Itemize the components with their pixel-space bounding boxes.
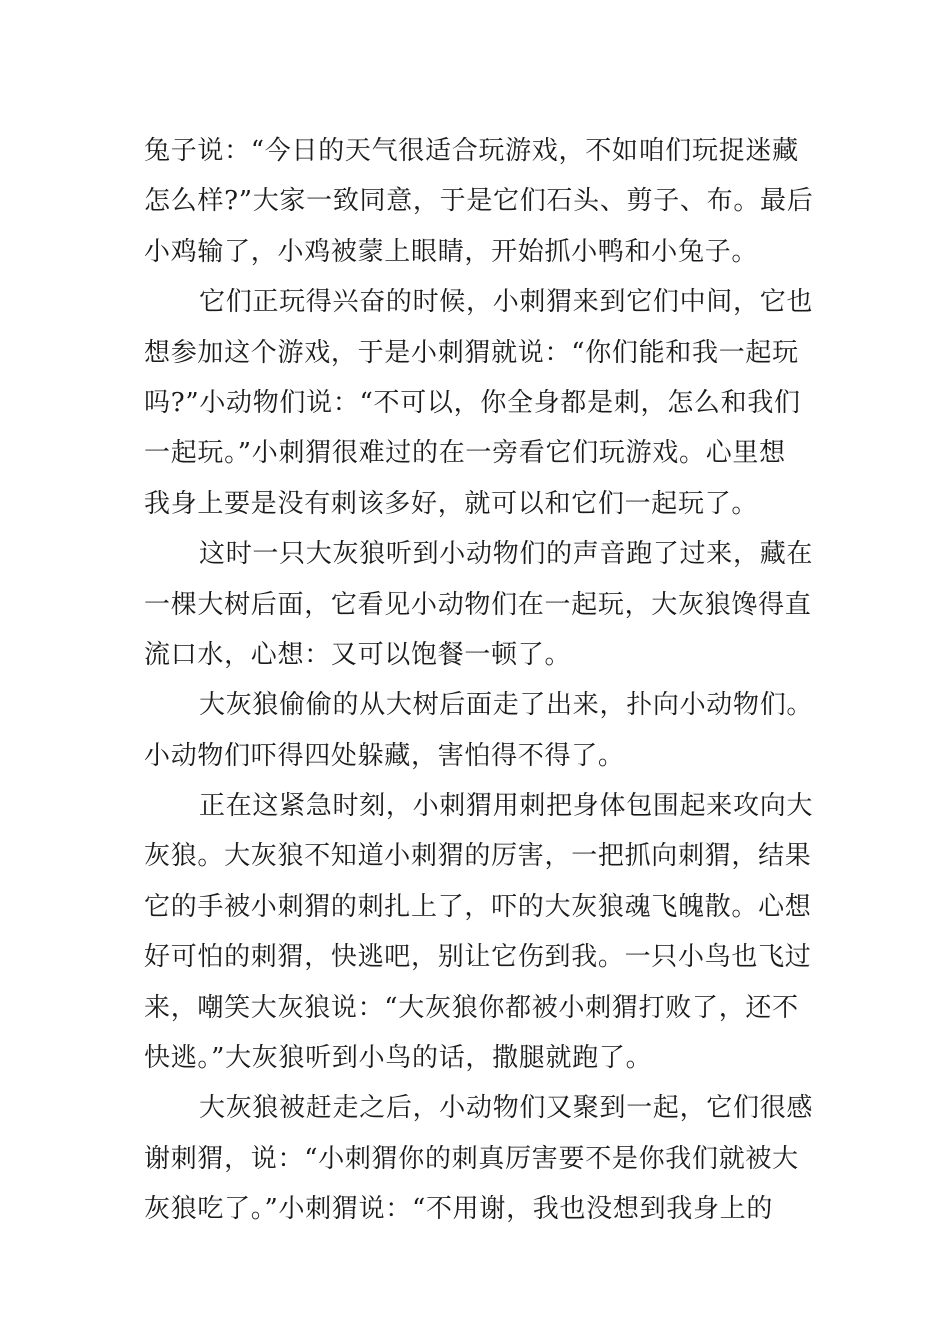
text-line: 这时一只大灰狼听到小动物们的声音跑了过来，藏在 xyxy=(199,539,814,570)
text-line: 流口水，心想：又可以饱餐一顿了。 xyxy=(144,639,572,670)
text-line: 来，嘲笑大灰狼说：“大灰狼你都被小刺猬打败了，还不 xyxy=(144,992,799,1023)
text-line: 谢刺猬，说：“小刺猬你的刺真厉害要不是你我们就被大 xyxy=(144,1143,799,1174)
text-line: 吗?”小动物们说：“不可以，你全身都是刺，怎么和我们 xyxy=(144,387,801,418)
text-line: 灰狼。大灰狼不知道小刺猬的厉害，一把抓向刺猬，结果 xyxy=(144,841,812,872)
paragraph xyxy=(144,680,814,781)
paragraph xyxy=(144,529,814,680)
text-line: 小动物们吓得四处躲藏，害怕得不得了。 xyxy=(144,740,625,771)
story-text xyxy=(144,126,814,1235)
text-line: 怎么样?”大家一致同意，于是它们石头、剪子、布。最后 xyxy=(144,186,814,217)
text-line: 一棵大树后面，它看见小动物们在一起玩，大灰狼馋得直 xyxy=(144,589,812,620)
paragraph xyxy=(144,126,814,277)
text-line: 大灰狼被赶走之后，小动物们又聚到一起，它们很感 xyxy=(199,1093,814,1124)
text-line: 大灰狼偷偷的从大树后面走了出来，扑向小动物们。 xyxy=(199,690,814,721)
paragraph xyxy=(144,277,814,529)
text-line: 小鸡输了，小鸡被蒙上眼睛，开始抓小鸭和小兔子。 xyxy=(144,236,759,267)
text-line: 兔子说：“今日的天气很适合玩游戏，不如咱们玩捉迷藏 xyxy=(144,136,799,166)
text-line: 正在这紧急时刻，小刺猬用刺把身体包围起来攻向大 xyxy=(199,791,814,822)
text-line: 灰狼吃了。”小刺猬说：“不用谢，我也没想到我身上的 xyxy=(144,1194,774,1225)
text-line: 它的手被小刺猬的刺扎上了，吓的大灰狼魂飞魄散。心想 xyxy=(144,891,812,922)
text-line: 好可怕的刺猬，快逃吧，别让它伤到我。一只小鸟也飞过 xyxy=(144,942,812,973)
text-line: 想参加这个游戏，于是小刺猬就说：“你们能和我一起玩 xyxy=(144,337,799,368)
text-line: 一起玩。”小刺猬很难过的在一旁看它们玩游戏。心里想 xyxy=(144,438,786,469)
text-line: 快逃。”大灰狼听到小鸟的话，撒腿就跑了。 xyxy=(144,1043,653,1074)
paragraph xyxy=(144,781,814,1083)
text-line: 我身上要是没有刺该多好，就可以和它们一起玩了。 xyxy=(144,488,759,519)
text-line: 它们正玩得兴奋的时候，小刺猬来到它们中间，它也 xyxy=(199,287,814,318)
paragraph xyxy=(144,1083,814,1234)
